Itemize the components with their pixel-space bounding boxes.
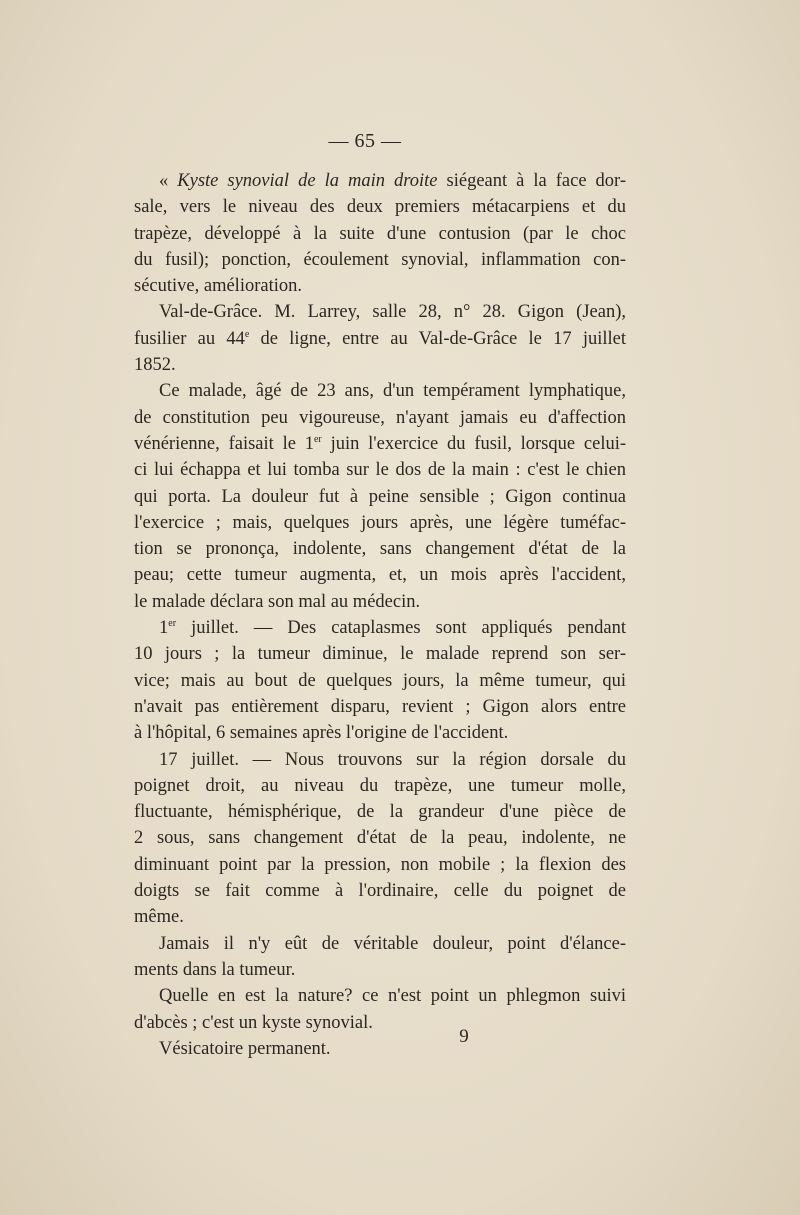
text-line: Vésicatoire permanent. [159, 1038, 331, 1059]
superscript: e [244, 328, 250, 340]
text-line: sale, vers le niveau des deux premiers métacarpiens et du [134, 197, 626, 218]
body-text [134, 168, 626, 1062]
text-line: fluctuante, hémisphérique, de la grandeur d'une pièce de [134, 802, 626, 823]
text-line: ments dans la tumeur. [134, 959, 296, 980]
text-line: 1852. [134, 355, 176, 376]
italic-title-2: la main droite [324, 171, 438, 191]
text-line: doigts se fait comme à l'ordinaire, celle du poignet de [134, 881, 626, 902]
text-line: à l'hôpital, 6 semaines après l'origine de l'accident. [134, 723, 509, 744]
line-suffix: juillet. — Des cataplasmes sont appliqués pendant [176, 618, 626, 639]
text-line: même. [134, 907, 184, 928]
text-line [134, 326, 626, 352]
line-prefix: « [159, 171, 178, 191]
text-line: Val-de-Grâce. M. Larrey, salle 28, n° 28. Gigon (Jean), [159, 302, 626, 323]
superscript: er [168, 618, 177, 630]
text-line: 10 jours ; la tumeur diminue, le malade reprend son ser- [134, 644, 626, 665]
text-line: trapèze, développé à la suite d'une contusion (par le choc [134, 223, 626, 244]
signature-mark: 9 [459, 1026, 469, 1047]
text-line: poignet droit, au niveau du trapèze, une tumeur molle, [134, 775, 626, 796]
text-line: diminuant point par la pression, non mobile ; la flexion des [134, 854, 626, 875]
line-prefix: 1 [159, 618, 169, 639]
text-line: d'abcès ; c'est un kyste synovial. [134, 1012, 373, 1033]
text-line: 17 juillet. — Nous trouvons sur la région dorsale du [159, 749, 626, 770]
text-line: l'exercice ; mais, quelques jours après, une légère tuméfac- [134, 512, 626, 533]
text-line: tion se prononça, indolente, sans changement d'état de la [134, 539, 626, 560]
line-prefix: fusilier au 44 [134, 328, 245, 349]
line-suffix: juin l'exercice du fusil, lorsque celui- [321, 433, 627, 454]
text-line [134, 431, 626, 457]
text-line: Ce malade, âgé de 23 ans, d'un tempérament lymphatique, [159, 381, 626, 402]
text-line [134, 168, 626, 194]
line-prefix: vénérienne, faisait le 1 [134, 433, 314, 454]
text-line: de constitution peu vigoureuse, n'ayant jamais eu d'affection [134, 407, 626, 428]
line-suffix: de ligne, entre au Val-de-Grâce le 17 juillet [249, 328, 626, 349]
page-number-header: — 65 — [328, 130, 402, 152]
text-line: 2 sous, sans changement d'état de la peau, indolente, ne [134, 828, 626, 849]
text-line: qui porta. La douleur fut à peine sensible ; Gigon continua [134, 486, 626, 507]
text-line [134, 615, 626, 641]
text-line: n'avait pas entièrement disparu, revient ; Gigon alors entre [134, 696, 626, 717]
text-line: sécutive, amélioration. [134, 276, 302, 297]
italic-connector: de [289, 171, 325, 191]
text-line: Jamais il n'y eût de véritable douleur, point d'élance- [159, 933, 626, 954]
text-line: le malade déclara son mal au médecin. [134, 591, 421, 612]
italic-title: Kyste synovial [177, 171, 290, 191]
superscript: er [313, 433, 322, 445]
text-line: ci lui échappa et lui tomba sur le dos de la main : c'est le chien [134, 460, 626, 481]
text-line: vice; mais au bout de quelques jours, la même tumeur, qui [134, 670, 626, 691]
text-line: peau; cette tumeur augmenta, et, un mois après l'accident, [134, 565, 626, 586]
text-line: du fusil); ponction, écoulement synovial, inflammation con- [134, 249, 626, 270]
line-suffix: siégeant à la face dor- [437, 171, 627, 191]
text-line: Quelle en est la nature? ce n'est point un phlegmon suivi [159, 986, 626, 1007]
